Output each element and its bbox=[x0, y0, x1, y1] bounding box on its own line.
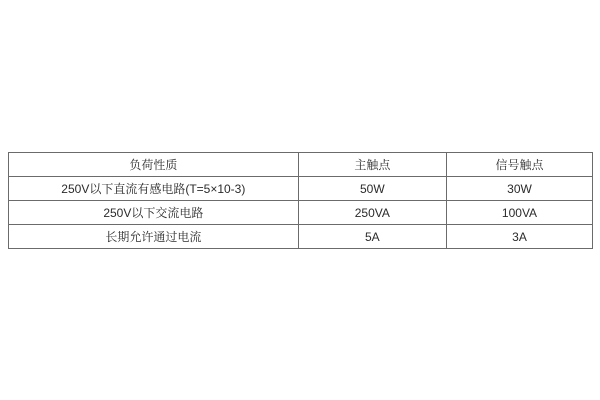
table-cell-main-current-rating: 5A bbox=[298, 225, 446, 249]
table-cell-signal-ac-rating: 100VA bbox=[446, 201, 592, 225]
table-header-row bbox=[9, 153, 593, 177]
table-cell-signal-current-rating: 3A bbox=[446, 225, 592, 249]
header-main-contact: 主触点 bbox=[298, 153, 446, 177]
table-cell-signal-dc-rating: 30W bbox=[446, 177, 592, 201]
table-cell-load-dc-inductive: 250V以下直流有感电路(T=5×10-3) bbox=[9, 177, 299, 201]
table-row bbox=[9, 225, 593, 249]
table-cell-load-continuous-current: 长期允许通过电流 bbox=[9, 225, 299, 249]
load-spec-table bbox=[8, 152, 593, 249]
table-cell-main-dc-rating: 50W bbox=[298, 177, 446, 201]
header-signal-contact: 信号触点 bbox=[446, 153, 592, 177]
table-cell-main-ac-rating: 250VA bbox=[298, 201, 446, 225]
table-cell-load-ac: 250V以下交流电路 bbox=[9, 201, 299, 225]
table-row bbox=[9, 201, 593, 225]
table-row bbox=[9, 177, 593, 201]
header-load-nature: 负荷性质 bbox=[9, 153, 299, 177]
